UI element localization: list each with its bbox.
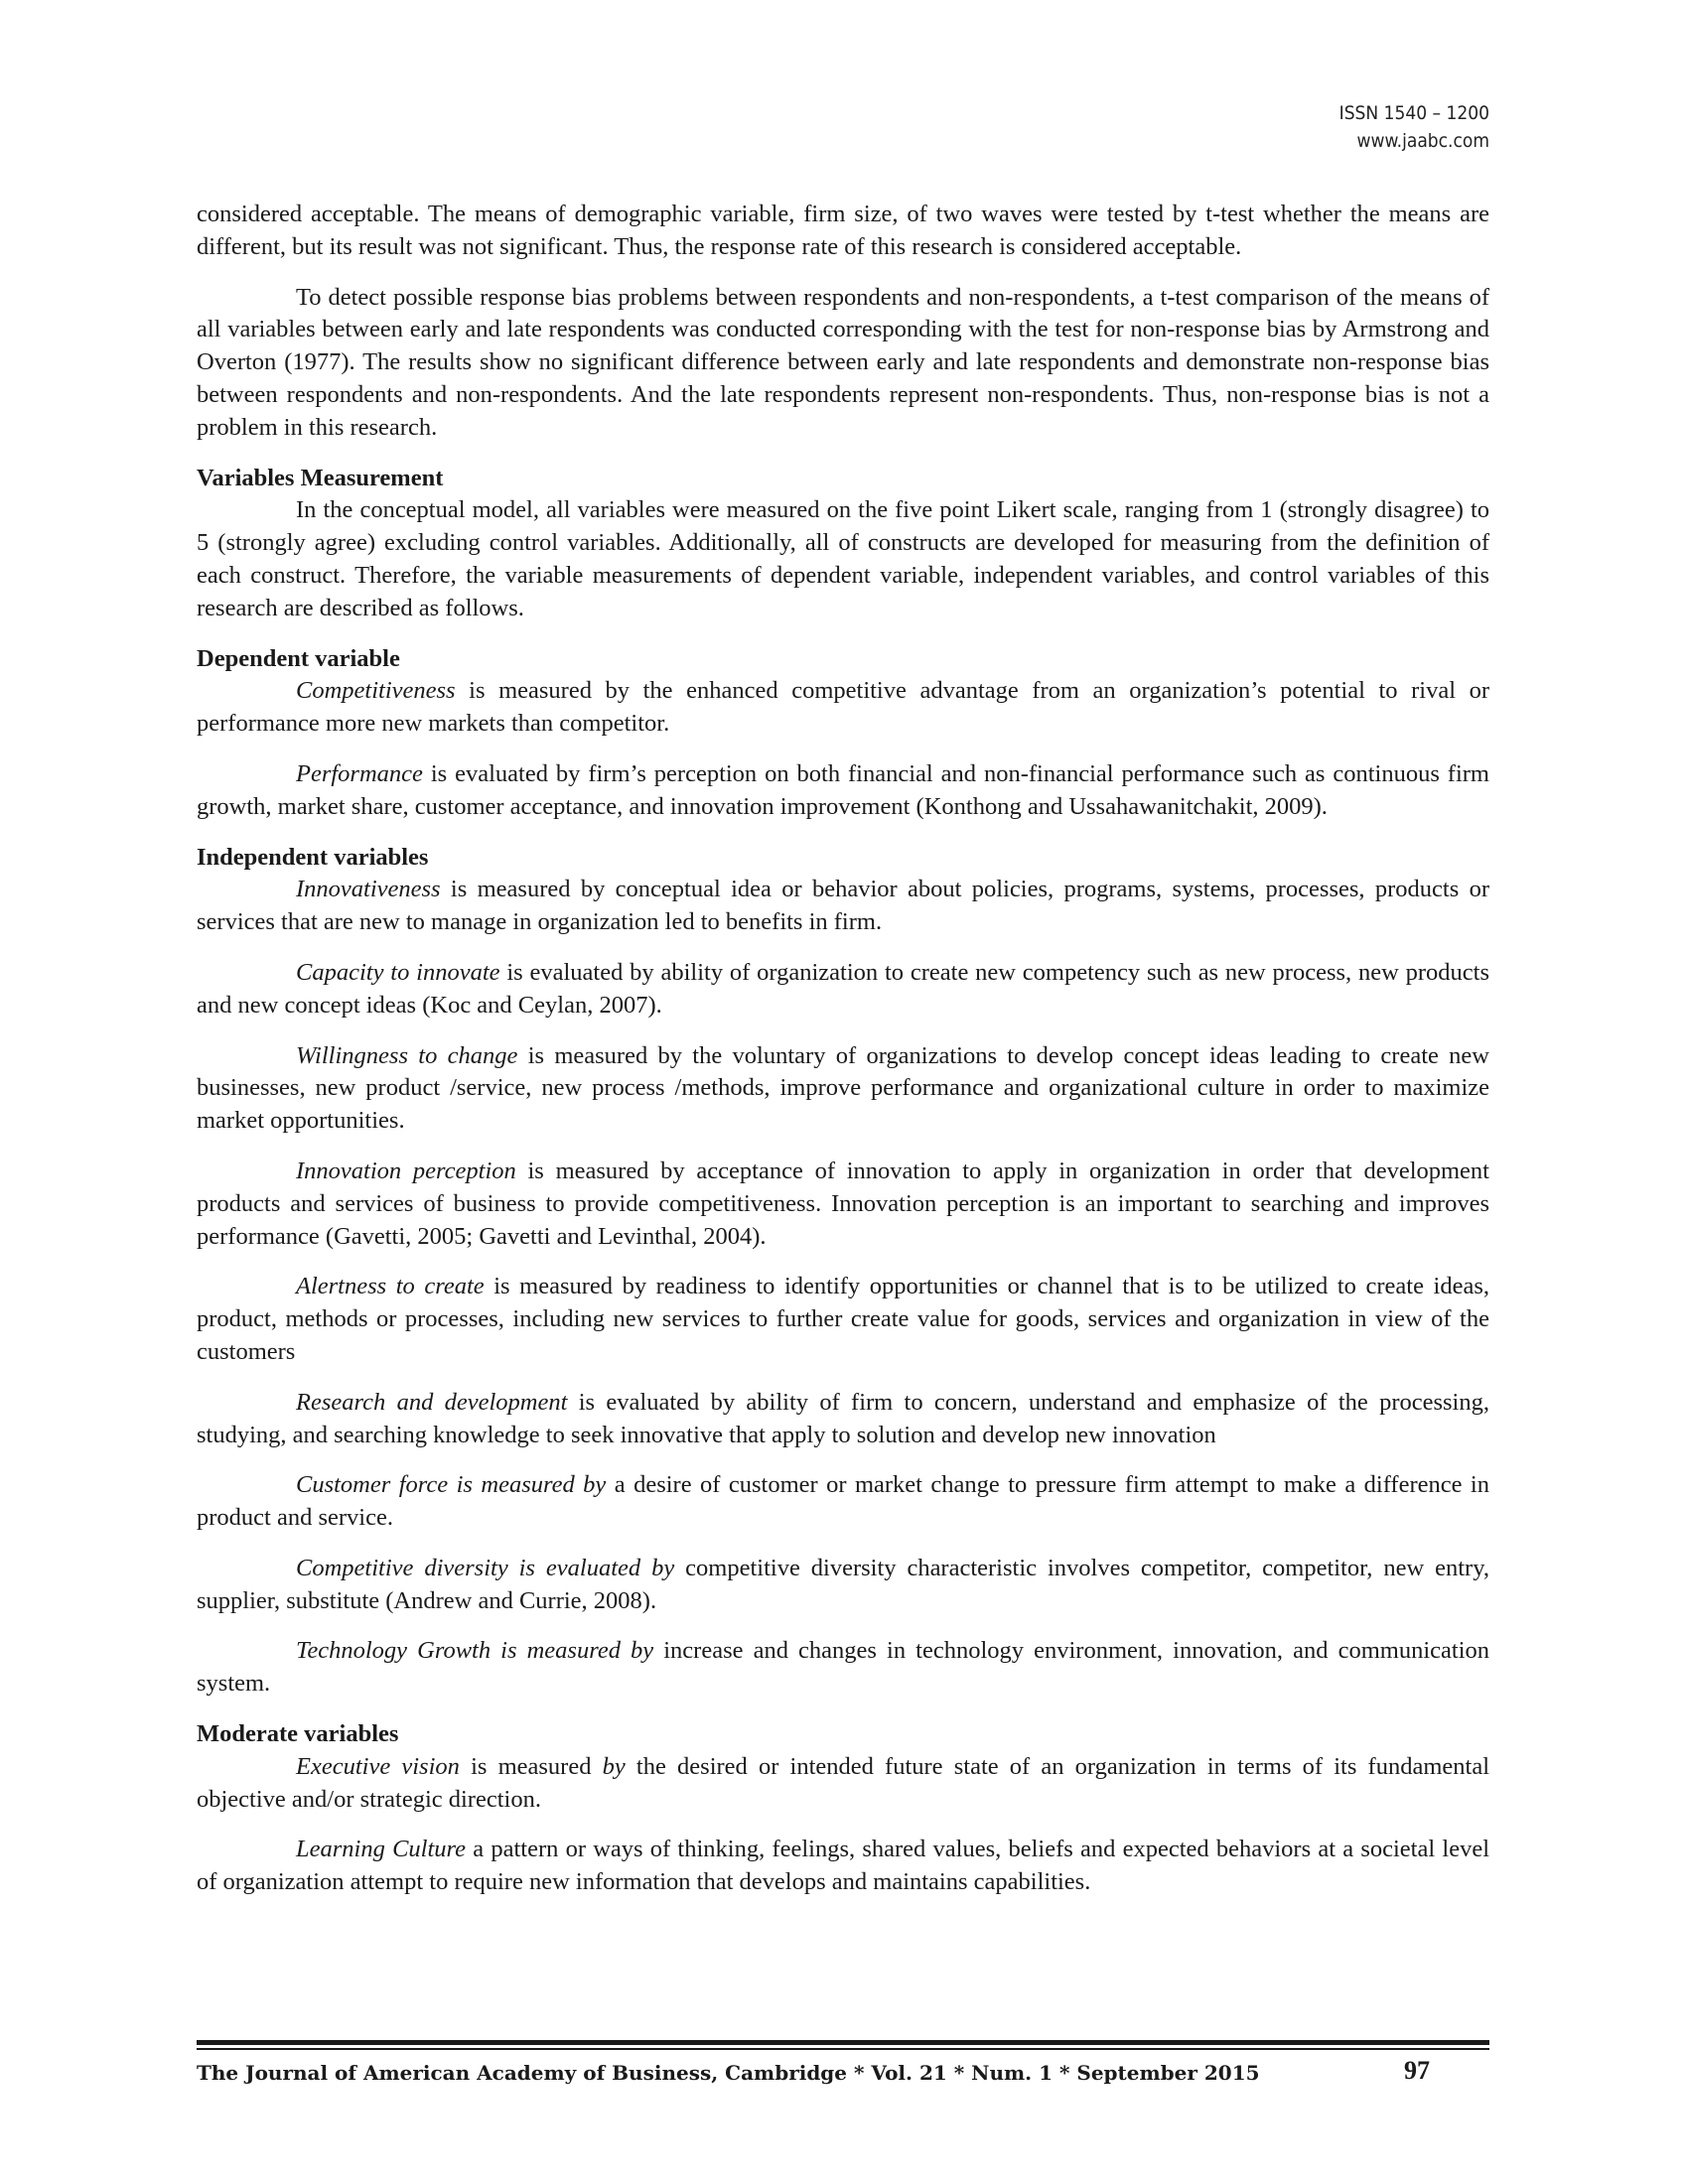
paragraph-research-and-development [197,1387,1489,1452]
term-technology-growth: Technology Growth is measured by [296,1637,654,1665]
paragraph-willingness-to-change [197,1040,1489,1138]
term-research-and-development: Research and development [296,1388,568,1416]
term-competitiveness: Competitiveness [296,677,456,705]
paragraph-competitive-diversity [197,1553,1489,1618]
paragraph-response-bias: To detect possible response bias problems between respondents and non-respondents, a t-test comparison of the means of all variables between early and late respondents was conducted corresponding with the test for non-response bias by Armstrong and Overton (1977). The results show no significant difference between early and late respondents and demonstrate non-response bias between respondents and non-respondents. And the late respondents represent non-respondents. Thus, non-response bias is not a problem in this research. [197,283,1489,441]
paragraph-competitiveness [197,675,1489,741]
issn-label: ISSN 1540 – 1200 [1338,102,1489,124]
paragraph-innovativeness [197,874,1489,939]
definition-capacity-to-innovate: is evaluated by ability of organization to create new competency such as new process, new products and new concept ideas (Koc and Ceylan, 2007). [197,958,1489,1019]
definition-customer-force: a desire of customer or market change to pressure firm attempt to make a difference in product and service. [197,1471,1489,1532]
page-header [1339,99,1489,155]
term-executive-vision: Executive vision [296,1752,460,1780]
paragraph-innovation-perception [197,1156,1489,1253]
definition-learning-culture: a pattern or ways of thinking, feelings, shared values, beliefs and expected behaviors at a societal level of organization attempt to require new information that develops and maintains capabilities. [197,1836,1489,1896]
page-footer [197,2040,1489,2098]
paragraph-capacity-to-innovate [197,957,1489,1023]
definition-innovation-perception: is measured by acceptance of innovation to apply in organization in order that development products and services of business to provide competitiveness. Innovation perception is an important to searching and improves performance (Gavetti, 2005; Gavetti and Levinthal, 2004). [197,1157,1489,1250]
paragraph-executive-vision [197,1751,1489,1817]
paragraph-response-rate: considered acceptable. The means of demographic variable, firm size, of two waves were tested by t-test whether the means are different, but its result was not significant. Thus, the response rate of this research is considered acceptable. [197,201,1489,260]
paragraph-variables-measurement: In the conceptual model, all variables were measured on the five point Likert scale, ranging from 1 (strongly disagree) to 5 (strongly agree) excluding control variables. Additionally, all of constructs are developed for measuring from the definition of each construct. Therefore, the variable measurements of dependent variable, independent variables, and control variables of this research are described as follows. [197,496,1489,621]
term-innovativeness: Innovativeness [296,876,441,903]
paragraph-alertness-to-create [197,1271,1489,1368]
term-learning-culture: Learning Culture [296,1836,467,1863]
definition-innovativeness: is measured by conceptual idea or behavior about policies, programs, systems, processes, products or services that are new to manage in organization led to benefits in firm. [197,876,1489,936]
footer-rule-thin [197,2048,1489,2050]
definition-competitiveness: is measured by the enhanced competitive advantage from an organization’s potential to rival or performance more new markets than competitor. [197,677,1489,738]
term-competitive-diversity: Competitive diversity is evaluated by [296,1554,675,1581]
website-link[interactable]: www.jaabc.com [1356,130,1489,152]
journal-citation: The Journal of American Academy of Business, Cambridge * Vol. 21 * Num. 1 * September 2015 [197,2061,1260,2085]
definition-research-and-development: is evaluated by ability of firm to concern, understand and emphasize of the processing, studying, and searching knowledge to seek innovative that apply to solution and develop new innovation [197,1388,1489,1448]
term-innovation-perception: Innovation perception [296,1157,516,1184]
footer-rule-thick [197,2040,1489,2045]
article-body [197,199,1489,1917]
section-heading-dependent-variable: Dependent variable [197,644,400,672]
footer-line [197,2058,1489,2098]
paragraph-performance [197,758,1489,824]
paragraph-learning-culture [197,1834,1489,1899]
paragraph-technology-growth [197,1635,1489,1701]
definition-executive-vision-verb: is measured [459,1752,603,1780]
definition-competitive-diversity: competitive diversity characteristic involves competitor, competitor, new entry, supplier, substitute (Andrew and Currie, 2008). [197,1554,1489,1614]
term-executive-vision-by: by [602,1752,626,1780]
definition-technology-growth: increase and changes in technology environment, innovation, and communication system. [197,1637,1489,1698]
definition-executive-vision: the desired or intended future state of an organization in terms of its fundamental objective and/or strategic direction. [197,1752,1490,1813]
term-willingness-to-change: Willingness to change [296,1041,518,1069]
paragraph-customer-force [197,1469,1489,1535]
term-customer-force: Customer force is measured by [296,1471,607,1499]
definition-willingness-to-change: is measured by the voluntary of organizations to develop concept ideas leading to create new businesses, new product /service, new process /methods, improve performance and organizational culture in order to maximize market opportunities. [197,1041,1489,1135]
definition-alertness-to-create: is measured by readiness to identify opportunities or channel that is to be utilized to create ideas, product, methods or processes, including new services to further create value for goods, services and organization in view of the customers [197,1273,1489,1365]
term-alertness-to-create: Alertness to create [296,1273,485,1300]
term-performance: Performance [296,759,423,787]
page-number: 97 [1404,2056,1430,2085]
section-heading-moderate-variables: Moderate variables [197,1720,399,1748]
definition-performance: is evaluated by firm’s perception on both financial and non-financial performance such as continuous firm growth, market share, customer acceptance, and innovation improvement (Konthong and Ussahawanitchakit, 2009). [197,759,1489,820]
section-heading-independent-variables: Independent variables [197,843,429,871]
section-heading-variables-measurement: Variables Measurement [197,464,444,491]
term-capacity-to-innovate: Capacity to innovate [296,958,500,986]
